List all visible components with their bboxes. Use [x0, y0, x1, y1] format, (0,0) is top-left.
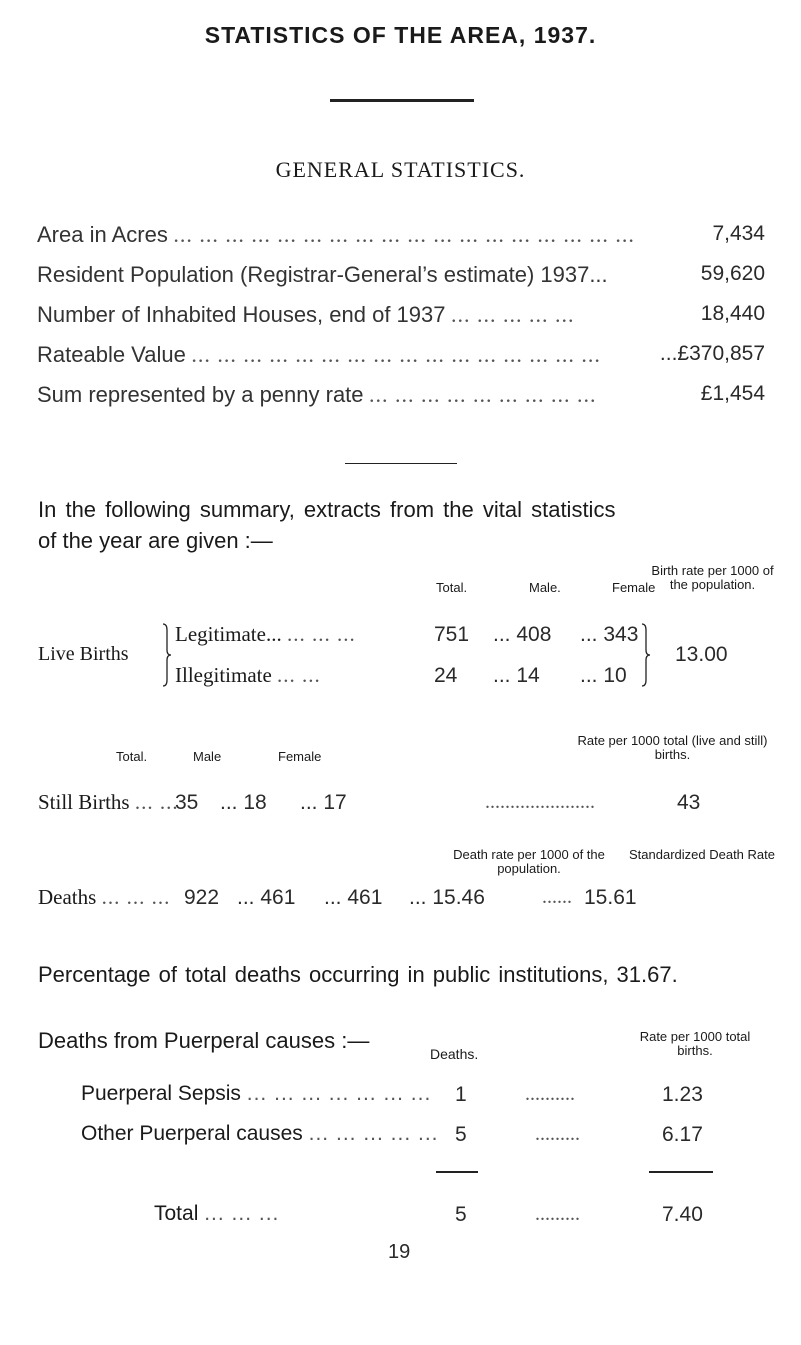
puerperal-sepsis-rate: 1.23 — [662, 1083, 703, 1106]
row-label: Sum represented by a penny rate — [37, 382, 364, 407]
live-births-rate: 13.00 — [675, 643, 728, 666]
puerperal-total-rate: 7.40 — [662, 1203, 703, 1226]
row-label: Total — [154, 1202, 199, 1225]
row-dots: ... ... ... — [204, 1202, 280, 1225]
still-births-female-header: Female — [278, 749, 322, 764]
puerperal-total-row — [154, 1202, 279, 1226]
legitimate-female: ... 343 — [580, 623, 639, 646]
legitimate-row — [175, 622, 356, 647]
row-label: Legitimate... — [175, 622, 282, 646]
legitimate-total: 751 — [434, 623, 470, 646]
still-births-male-header: Male — [193, 749, 222, 764]
other-puerperal-rate: 6.17 — [662, 1123, 703, 1146]
row-label: Illegitimate — [175, 663, 272, 687]
general-row-area — [37, 222, 767, 248]
still-births-rate-header: Rate per 1000 total (live and still) births. — [577, 733, 768, 762]
row-label: Puerperal Sepsis — [81, 1082, 241, 1105]
deaths-total: 922 — [184, 886, 220, 909]
still-births-row — [38, 790, 179, 815]
illegitimate-female: ... 10 — [580, 664, 627, 687]
general-row-penny-rate — [37, 382, 597, 408]
row-dots: ... ... ... ... ... — [451, 302, 575, 327]
row-dots: ... ... ... ... ... ... ... — [246, 1082, 432, 1105]
row-label: Still Births — [38, 790, 130, 814]
row-dots: ... ... ... ... ... ... ... ... ... — [369, 382, 597, 407]
puerperal-sepsis-rate-dots: .......... — [525, 1083, 575, 1105]
row-label: Other Puerperal causes — [81, 1122, 303, 1145]
standardized-death-rate-header: Standardized Death Rate — [629, 847, 775, 862]
row-label: Deaths — [38, 885, 97, 909]
puerperal-total-rate-dots: ......... — [535, 1203, 580, 1225]
public-institutions-percentage: Percentage of total deaths occurring in public institutions, 31.67. — [38, 962, 678, 987]
row-label: Rateable Value — [37, 342, 186, 367]
page-title: STATISTICS OF THE AREA, 1937. — [204, 22, 597, 48]
still-births-total-header: Total. — [116, 749, 148, 764]
intro-line-2: of the year are given :— — [38, 528, 273, 553]
row-dots: ... ... ... ... ... — [308, 1122, 439, 1145]
still-births-rate-dots: ...................... — [485, 791, 595, 813]
puerperal-deaths-header: Deaths. — [430, 1046, 479, 1062]
puerperal-rate-header: Rate per 1000 total births. — [639, 1029, 751, 1058]
general-row-population: Resident Population (Registrar-General’s estimate) 1937... — [37, 262, 608, 287]
illegitimate-row — [175, 663, 321, 688]
live-births-label: Live Births — [38, 643, 129, 665]
live-births-right-brace — [640, 622, 652, 688]
puerperal-heading: Deaths from Puerperal causes :— — [38, 1028, 370, 1053]
deaths-row — [38, 885, 170, 910]
row-dots: ... ... ... ... ... ... ... ... ... ... ... ... ... ... ... ... ... ... — [173, 222, 635, 247]
still-births-total: 35 — [175, 791, 199, 814]
penny-rate-value: £1,454 — [700, 382, 765, 405]
death-rate-header: Death rate per 1000 of the population. — [453, 847, 605, 876]
intro-line-1: In the following summary, extracts from the vital statistics — [38, 497, 616, 522]
live-births-female-header: Female — [612, 580, 656, 595]
row-dots: ... ... — [134, 790, 179, 814]
general-statistics-heading: GENERAL STATISTICS. — [275, 157, 526, 182]
area-value: 7,434 — [712, 222, 765, 245]
population-value: 59,620 — [700, 262, 765, 285]
illegitimate-total: 24 — [434, 664, 458, 687]
deaths-male: ... 461 — [237, 886, 296, 909]
other-puerperal-rate-dots: ......... — [535, 1123, 580, 1145]
row-label: Area in Acres — [37, 222, 168, 247]
live-births-total-header: Total. — [436, 580, 468, 595]
death-rate: ... 15.46 — [409, 886, 485, 909]
rate-total-rule — [649, 1171, 713, 1173]
standardized-death-rate: 15.61 — [584, 886, 637, 909]
puerperal-total-deaths: 5 — [455, 1203, 467, 1226]
still-births-male: ... 18 — [220, 791, 267, 814]
section-divider — [345, 463, 457, 464]
row-dots: ... ... ... — [101, 885, 171, 909]
puerperal-sepsis-deaths: 1 — [455, 1083, 467, 1106]
houses-value: 18,440 — [700, 302, 765, 325]
standardized-rate-dots: ...... — [542, 886, 572, 908]
title-divider — [330, 99, 474, 102]
general-row-houses — [37, 302, 575, 328]
deaths-female: ... 461 — [324, 886, 383, 909]
rateable-value: ...£370,857 — [659, 342, 765, 365]
live-births-male-header: Male. — [529, 580, 561, 595]
legitimate-male: ... 408 — [493, 623, 552, 646]
row-dots: ... ... — [277, 663, 321, 687]
still-births-rate: 43 — [677, 791, 701, 814]
row-dots: ... ... ... ... ... ... ... ... ... ... ... ... ... ... ... ... — [191, 342, 601, 367]
row-dots: ... ... ... — [286, 622, 356, 646]
live-births-left-brace — [161, 622, 173, 688]
other-puerperal-deaths: 5 — [455, 1123, 467, 1146]
illegitimate-male: ... 14 — [493, 664, 540, 687]
other-puerperal-row — [81, 1122, 439, 1146]
page-number: 19 — [388, 1241, 411, 1263]
still-births-female: ... 17 — [300, 791, 347, 814]
puerperal-sepsis-row — [81, 1082, 431, 1106]
row-label: Number of Inhabited Houses, end of 1937 — [37, 302, 446, 327]
general-row-rateable-value — [37, 342, 601, 368]
deaths-total-rule — [436, 1171, 478, 1173]
live-births-rate-header: Birth rate per 1000 of the population. — [651, 563, 774, 592]
